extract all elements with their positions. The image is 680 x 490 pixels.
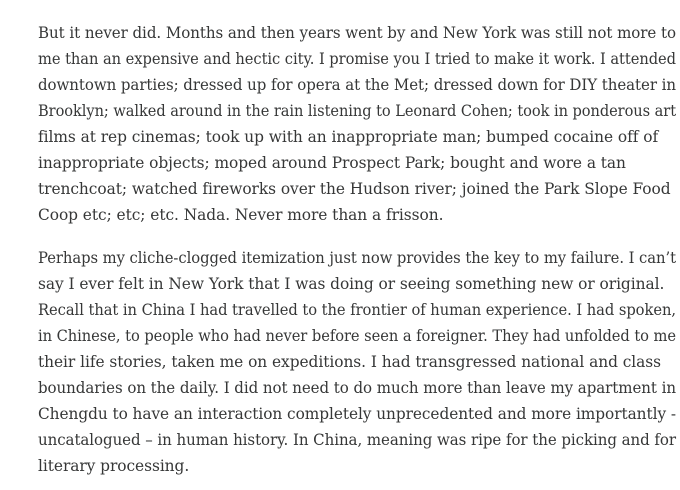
paragraph-line: films at rep cinemas; took up with an inappropriate man; bumped cocaine off of bbox=[38, 128, 659, 146]
paragraph bbox=[38, 245, 680, 479]
paragraph-line: their life stories, taken me on expeditions. I had transgressed national and class bbox=[38, 353, 662, 371]
paragraph-line: literary processing. bbox=[38, 457, 190, 475]
paragraph-line: in Chinese, to people who had never before seen a foreigner. They had unfolded to me bbox=[38, 327, 676, 345]
paragraph-line: boundaries on the daily. I did not need to do much more than leave my apartment in bbox=[38, 379, 676, 397]
paragraph-line: uncatalogued – in human history. In China, meaning was ripe for the picking and for bbox=[38, 431, 676, 449]
paragraph-line: downtown parties; dressed up for opera at the Met; dressed down for DIY theater in bbox=[38, 76, 676, 94]
paragraph-line: Recall that in China I had travelled to the frontier of human experience. I had spoken, bbox=[38, 301, 676, 319]
paragraph-line: say I ever felt in New York that I was doing or seeing something new or original. bbox=[38, 275, 665, 293]
paragraph-line: me than an expensive and hectic city. I promise you I tried to make it work. I attended bbox=[38, 50, 676, 68]
paragraph bbox=[38, 20, 680, 228]
paragraph-line: Perhaps my cliche-clogged itemization just now provides the key to my failure. I can’t bbox=[38, 249, 676, 267]
article-body bbox=[38, 20, 680, 479]
paragraph-line: Coop etc; etc; etc. Nada. Never more than a frisson. bbox=[38, 206, 444, 224]
paragraph-line: Chengdu to have an interaction completely unprecedented and more importantly - bbox=[38, 405, 676, 423]
paragraph-line: inappropriate objects; moped around Prospect Park; bought and wore a tan bbox=[38, 154, 626, 172]
paragraph-line: But it never did. Months and then years went by and New York was still not more to bbox=[38, 24, 676, 42]
paragraph-line: Brooklyn; walked around in the rain listening to Leonard Cohen; took in ponderous art bbox=[38, 102, 676, 120]
paragraph-line: trenchcoat; watched fireworks over the Hudson river; joined the Park Slope Food bbox=[38, 180, 671, 198]
